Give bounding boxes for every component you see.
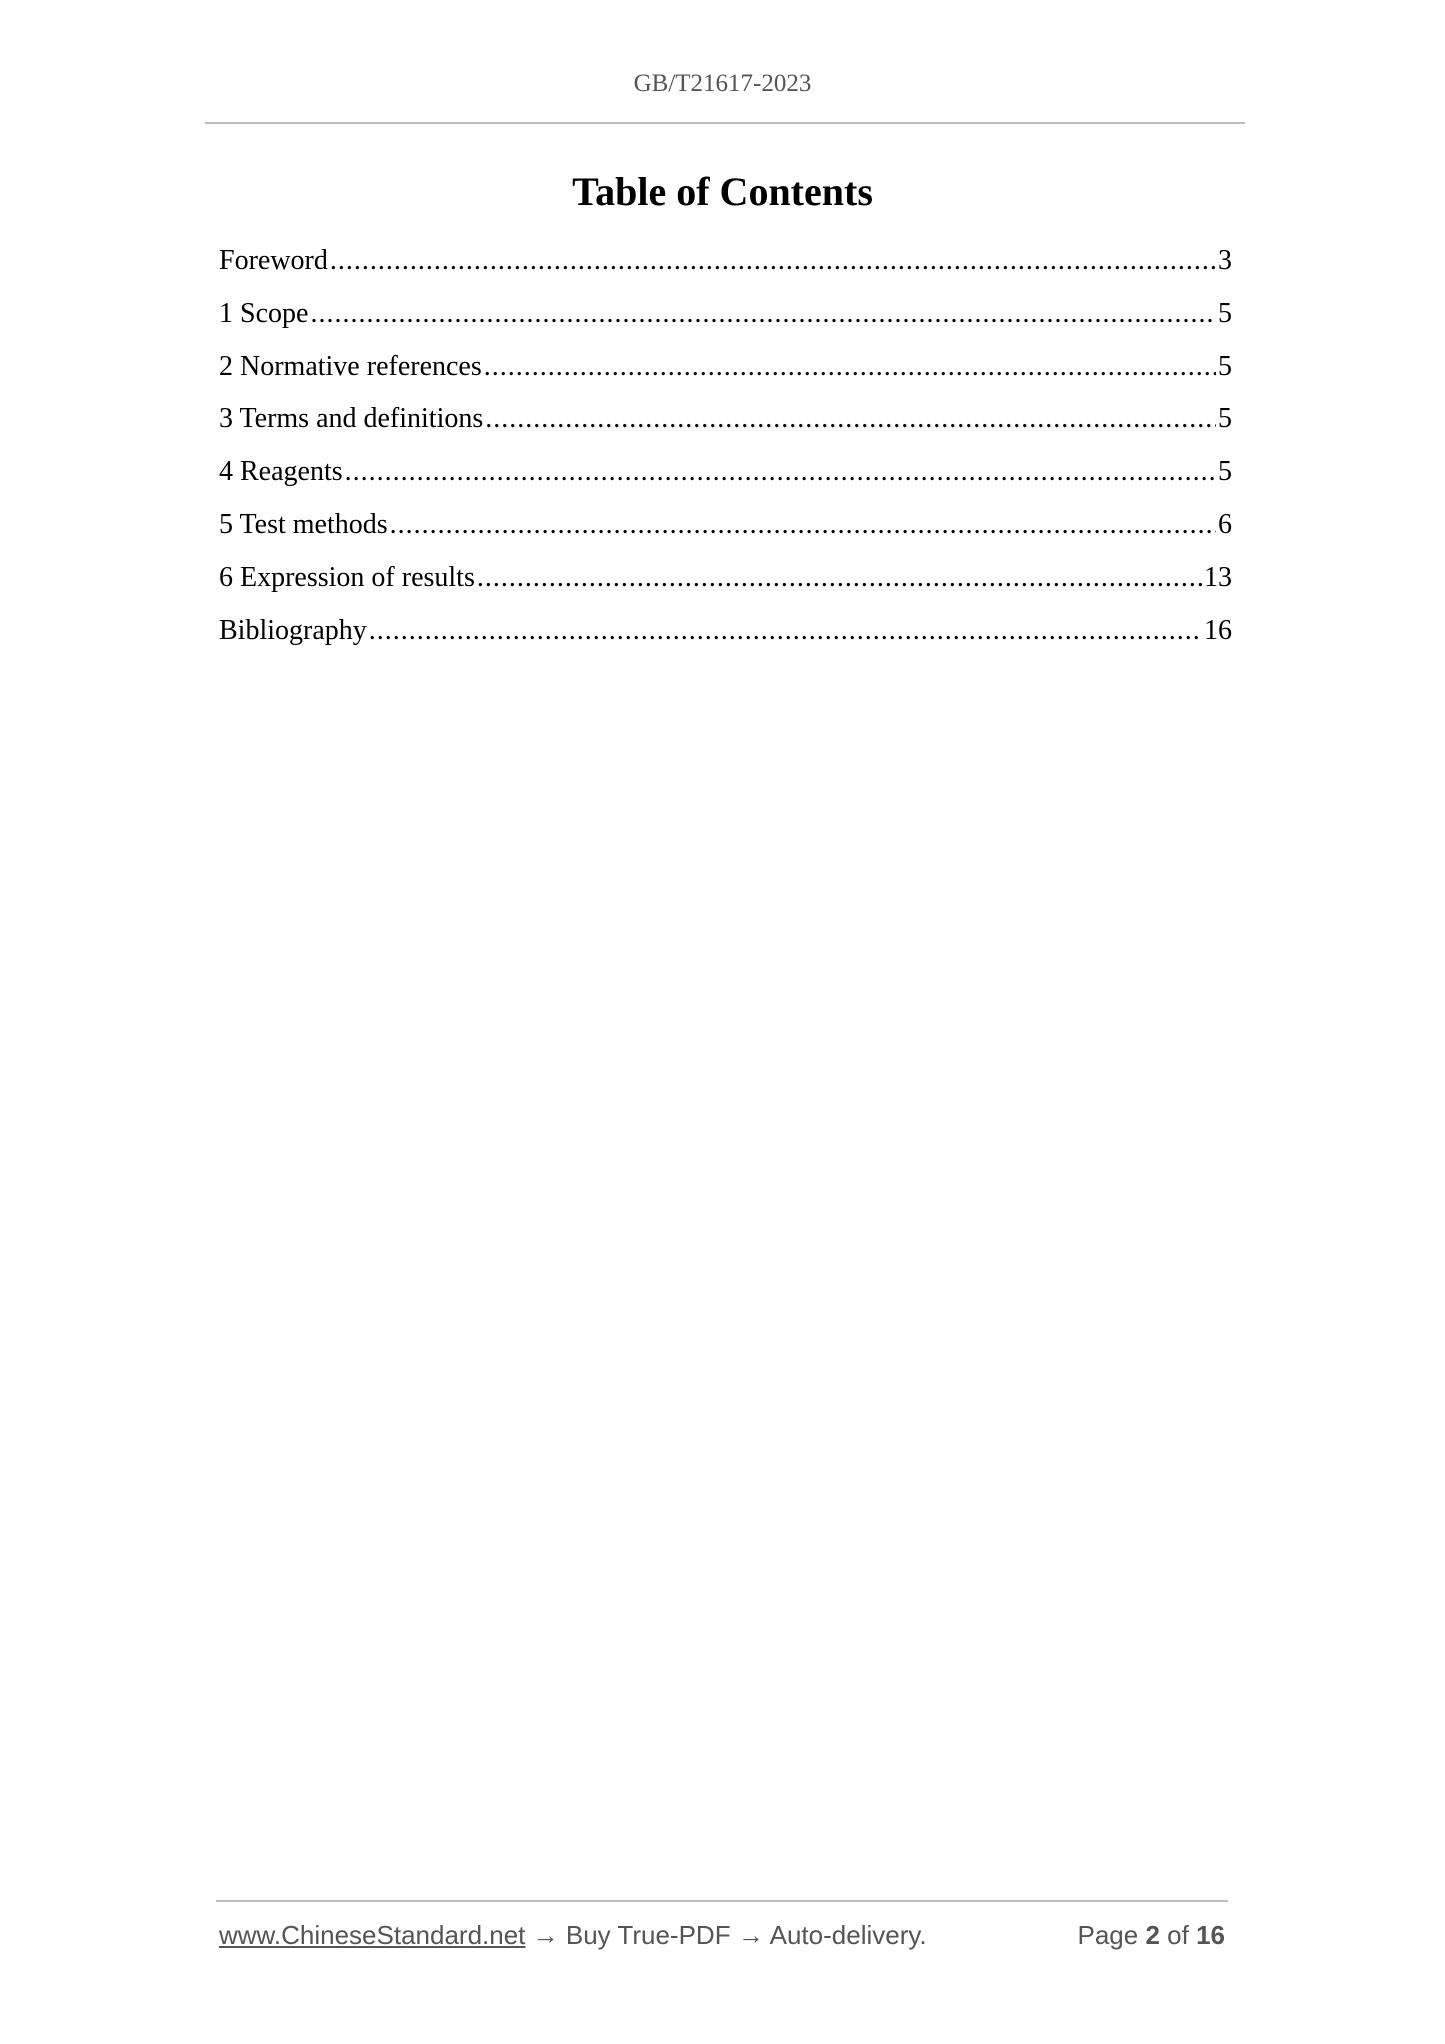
- toc-entry-label: 6 Expression of results: [219, 561, 475, 593]
- toc-entry-expression-of-results[interactable]: [219, 562, 1232, 615]
- toc-entry-page: 3: [1218, 245, 1232, 276]
- toc-entry-foreword[interactable]: [219, 245, 1232, 298]
- total-page-count: 16: [1196, 1920, 1225, 1950]
- page-number: [1077, 1920, 1225, 1951]
- toc-entry-bibliography[interactable]: [219, 615, 1232, 668]
- website-link[interactable]: www.ChineseStandard.net: [219, 1920, 526, 1950]
- toc-dot-leader: [310, 298, 1216, 330]
- toc-title: Table of Contents: [572, 169, 873, 214]
- page-word: Page: [1077, 1920, 1139, 1950]
- toc-entry-page: 5: [1218, 403, 1232, 435]
- toc-entry-label: 2 Normative references: [219, 350, 482, 382]
- standard-code-header: GB/T21617-2023: [633, 70, 812, 97]
- toc-entry-scope[interactable]: [219, 298, 1232, 351]
- delivery-text: Auto-delivery.: [769, 1920, 927, 1950]
- toc-dot-leader: [390, 509, 1216, 541]
- toc-entry-normative-references[interactable]: [219, 351, 1232, 404]
- footer-divider: [216, 1900, 1228, 1902]
- arrow-right-icon: →: [737, 1920, 764, 1950]
- current-page-number: 2: [1145, 1920, 1160, 1950]
- of-word: of: [1167, 1920, 1189, 1950]
- toc-entry-reagents[interactable]: [219, 456, 1232, 509]
- toc-dot-leader: [484, 351, 1216, 383]
- arrow-right-icon: →: [532, 1920, 559, 1950]
- buy-text: Buy True-PDF: [565, 1920, 731, 1950]
- toc-entry-label: Foreword: [219, 245, 328, 276]
- toc-entry-page: 13: [1204, 561, 1232, 593]
- toc-entry-label: 4 Reagents: [219, 456, 343, 488]
- footer-promo: [219, 1920, 927, 1951]
- toc-entry-label: 3 Terms and definitions: [219, 403, 484, 435]
- toc-dot-leader: [485, 403, 1216, 435]
- toc-entry-page: 6: [1218, 508, 1232, 540]
- table-of-contents: [219, 245, 1232, 667]
- toc-entry-label: 1 Scope: [219, 297, 309, 329]
- toc-dot-leader: [330, 245, 1216, 277]
- toc-entry-label: 5 Test methods: [219, 508, 388, 540]
- toc-dot-leader: [345, 456, 1216, 488]
- toc-entry-page: 5: [1218, 350, 1232, 382]
- page-footer: [219, 1920, 1225, 1960]
- toc-entry-page: 5: [1218, 297, 1232, 329]
- toc-entry-page: 5: [1218, 456, 1232, 488]
- header-divider: [205, 122, 1245, 124]
- toc-entry-terms-and-definitions[interactable]: [219, 403, 1232, 456]
- toc-entry-label: Bibliography: [219, 614, 367, 646]
- toc-dot-leader: [477, 562, 1202, 594]
- toc-entry-test-methods[interactable]: [219, 509, 1232, 562]
- toc-entry-page: 16: [1204, 614, 1232, 646]
- toc-dot-leader: [369, 615, 1202, 647]
